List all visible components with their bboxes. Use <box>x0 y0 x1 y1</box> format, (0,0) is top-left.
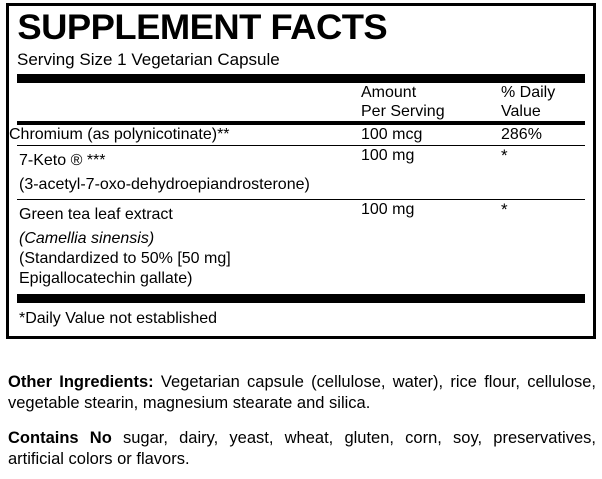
ingredient-name: 7-Keto ® *** <box>19 152 106 169</box>
daily-value-footnote: *Daily Value not established <box>19 310 218 327</box>
ingredient-daily-value: 286% <box>501 126 542 143</box>
ingredient-amount: 100 mg <box>361 201 415 218</box>
other-ingredients-label: Other Ingredients: <box>8 373 154 391</box>
ingredient-daily-value: * <box>501 200 508 219</box>
divider-thick-bottom <box>17 294 585 303</box>
table-row <box>9 200 593 294</box>
ingredient-name: Chromium (as polynicotinate)** <box>9 126 230 143</box>
column-header-name <box>9 83 361 121</box>
ingredient-name-cell <box>9 146 361 199</box>
column-header-amount <box>361 83 501 121</box>
ingredient-name: Green tea leaf extract <box>19 206 173 223</box>
table-header-row <box>9 83 593 121</box>
ingredient-subline: (3-acetyl-7-oxo-dehydroepiandrosterone) <box>19 176 310 193</box>
ingredient-subline-botanical: (Camellia sinensis) <box>19 230 155 247</box>
column-header-dv-line2: Value <box>501 103 541 120</box>
column-header-amount-line2: Per Serving <box>361 103 445 120</box>
ingredient-amount: 100 mcg <box>361 126 423 143</box>
page-title: SUPPLEMENT FACTS <box>17 8 388 47</box>
column-header-dv-line1: % Daily <box>501 84 556 101</box>
ingredient-row-1 <box>9 125 593 145</box>
table-row <box>9 125 593 145</box>
ingredient-row-2 <box>9 146 593 199</box>
supplement-facts-box <box>6 3 596 339</box>
other-ingredients-paragraph <box>8 372 596 414</box>
ingredient-daily-value: * <box>501 146 508 165</box>
column-header-daily-value <box>501 83 593 121</box>
ingredient-subline-egcg: Epigallocatechin gallate) <box>19 270 193 287</box>
ingredient-row-3 <box>9 200 593 294</box>
additional-info <box>8 372 596 470</box>
column-header-amount-line1: Amount <box>361 84 417 101</box>
contains-no-paragraph <box>8 428 596 470</box>
ingredient-name-cell <box>9 200 361 294</box>
contains-no-label: Contains No <box>8 429 112 447</box>
serving-size-text: Serving Size 1 Vegetarian Capsule <box>17 50 280 69</box>
table-row <box>9 146 593 199</box>
other-ingredients-text: Vegetarian capsule (cellulose, water), rice flour, cellulose, vegetable stearin, magnesium stearate and silica. <box>8 373 596 412</box>
ingredient-amount: 100 mg <box>361 147 415 164</box>
nutrition-table <box>9 83 593 121</box>
ingredient-subline-standardized: (Standardized to 50% [50 mg] <box>19 250 231 267</box>
contains-no-text: sugar, dairy, yeast, wheat, gluten, corn, soy, preservatives, artificial colors or flavors. <box>8 429 596 468</box>
divider-thick-top <box>17 74 585 83</box>
